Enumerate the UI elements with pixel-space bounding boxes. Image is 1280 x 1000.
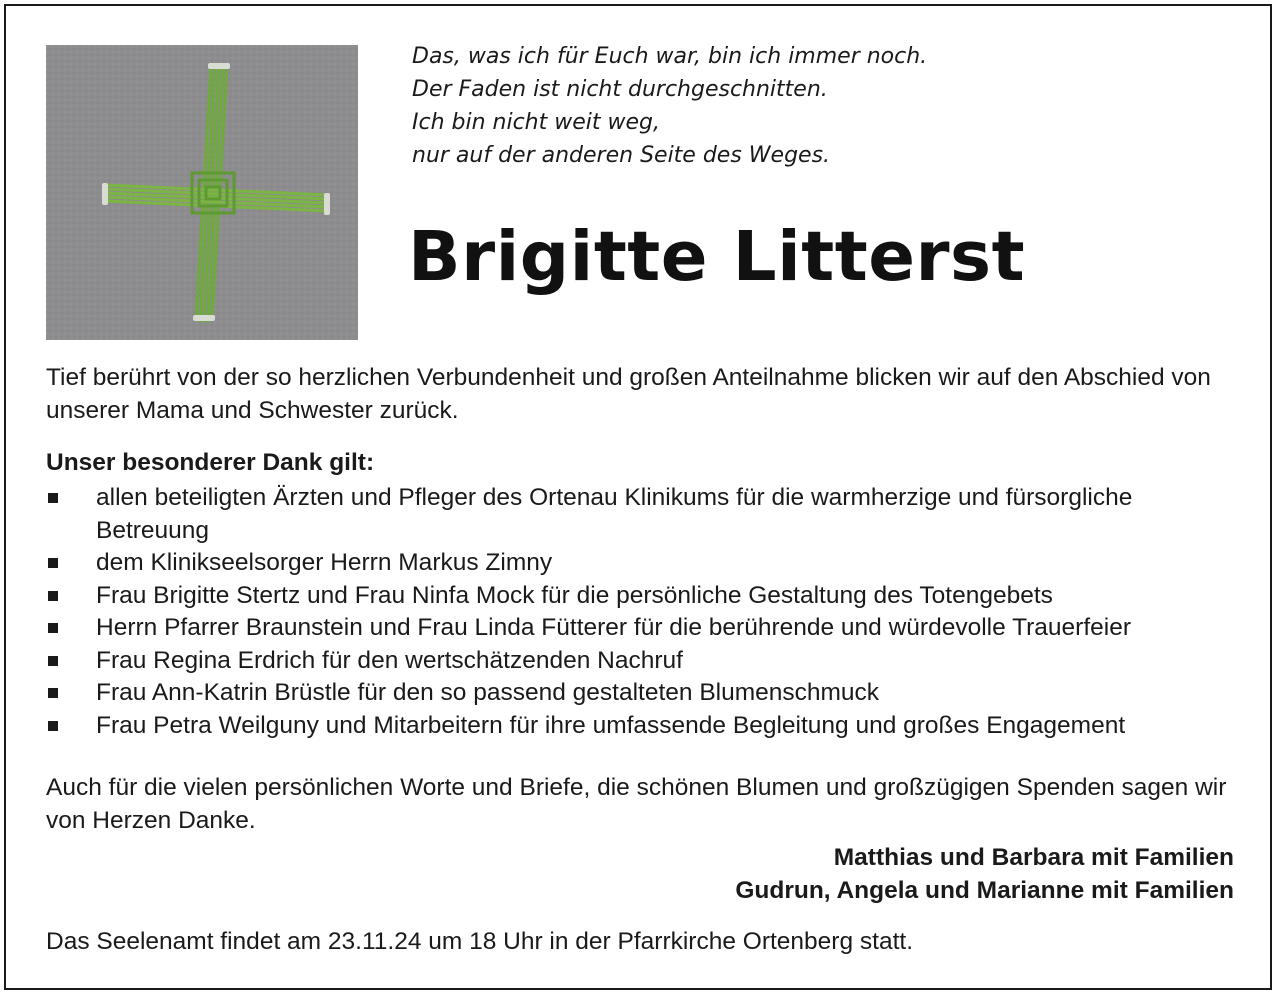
- list-item-text: dem Klinikseelsorger Herrn Markus Zimny: [96, 549, 553, 576]
- deceased-name: Brigitte Litterst: [408, 217, 1026, 297]
- list-item: [46, 580, 1246, 613]
- thanks-list: [46, 482, 1246, 742]
- memorial-poem: [412, 40, 927, 172]
- list-item: [46, 547, 1246, 580]
- list-item-text: Frau Brigitte Stertz und Frau Ninfa Mock für die persönliche Gestaltung des Totengebets: [96, 581, 1053, 609]
- square-bullet-icon: [48, 591, 58, 601]
- intro-paragraph: Tief berührt von der so herzlichen Verbundenheit und großen Anteilnahme blicken wir auf den Abschied von unserer Mama und Schwester zurück.: [46, 364, 1211, 424]
- signature-line: Matthias und Barbara mit Familien: [833, 844, 1234, 871]
- list-item: [46, 677, 1246, 710]
- cross-photo: [46, 45, 358, 340]
- poem-line: Der Faden ist nicht durchgeschnitten.: [412, 77, 828, 102]
- woven-cross-icon: [46, 45, 358, 340]
- list-item-text: Frau Regina Erdrich für den wertschätzenden Nachruf: [96, 646, 683, 674]
- closing-paragraph: Auch für die vielen persönlichen Worte und Briefe, die schönen Blumen und großzügigen Spenden sagen wir von Herzen Danke.: [46, 774, 1227, 834]
- poem-line: nur auf der anderen Seite des Weges.: [412, 143, 831, 168]
- service-notice: Das Seelenamt findet am 23.11.24 um 18 Uhr in der Pfarrkirche Ortenberg statt.: [46, 928, 913, 955]
- square-bullet-icon: [48, 656, 58, 666]
- list-item: [46, 645, 1246, 678]
- signature-line: Gudrun, Angela und Marianne mit Familien: [735, 877, 1234, 904]
- list-item-text: allen beteiligten Ärzten und Pfleger des Ortenau Klinikums für die warmherzige und fürsorgliche Betreuung: [96, 484, 1133, 544]
- square-bullet-icon: [48, 558, 58, 568]
- square-bullet-icon: [48, 721, 58, 731]
- square-bullet-icon: [48, 623, 58, 633]
- list-item-text: Frau Petra Weilguny und Mitarbeitern für ihre umfassende Begleitung und großes Engagement: [96, 711, 1126, 739]
- thanks-heading: Unser besonderer Dank gilt:: [46, 449, 375, 476]
- poem-line: Ich bin nicht weit weg,: [412, 110, 660, 135]
- list-item-text: Herrn Pfarrer Braunstein und Frau Linda Fütterer für die berührende und würdevolle Trauerfeier: [96, 614, 1131, 641]
- poem-line: Das, was ich für Euch war, bin ich immer noch.: [412, 44, 928, 69]
- list-item: [46, 612, 1246, 645]
- signatures: [735, 841, 1234, 907]
- square-bullet-icon: [48, 688, 58, 698]
- square-bullet-icon: [48, 493, 58, 503]
- list-item: [46, 710, 1246, 743]
- list-item-text: Frau Ann-Katrin Brüstle für den so passend gestalteten Blumenschmuck: [96, 679, 880, 706]
- list-item: [46, 482, 1246, 547]
